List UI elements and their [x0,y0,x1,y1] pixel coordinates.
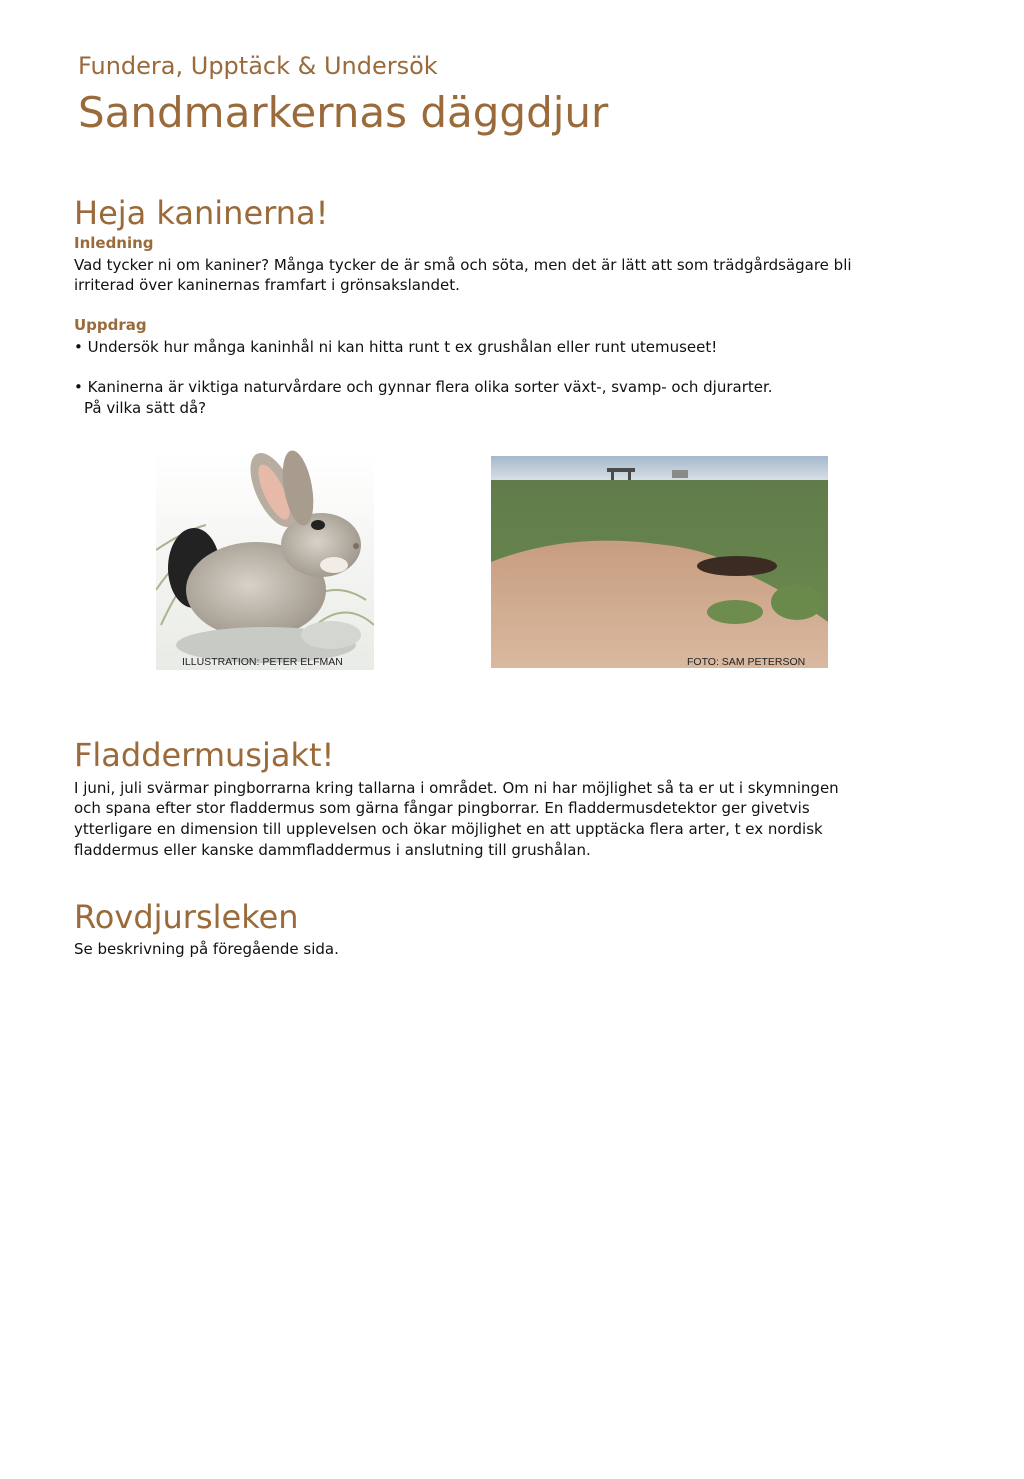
task-item-2-line-2: På vilka sätt då? [84,399,207,417]
predator-text: Se beskrivning på föregående sida. [74,940,339,958]
intro-text-line-2: irriterad över kaninernas framfart i grönsakslandet. [74,276,460,294]
page-title: Sandmarkernas däggdjur [78,88,609,137]
bats-text-line-1: I juni, juli svärmar pingborrarna kring tallarna i området. Om ni har möjlighet så ta er ut i skymningen [74,779,839,797]
intro-label: Inledning [74,234,154,252]
series-title: Fundera, Upptäck & Undersök [78,52,438,80]
bats-text-line-3: ytterligare en dimension till upplevelsen och ökar möjlighet en att upptäcka flera arter, t ex nordisk [74,820,823,838]
intro-text-line-1: Vad tycker ni om kaniner? Många tycker de är små och söta, men det är lätt att som trädgårdsägare bli [74,256,852,274]
section-heading-rabbits: Heja kaninerna! [74,194,329,232]
section-heading-bats: Fladdermusjakt! [74,736,335,774]
section-heading-predator: Rovdjursleken [74,898,299,936]
task-label: Uppdrag [74,316,147,334]
burrow-photo [487,452,832,672]
bats-text-line-4: fladdermus eller kanske dammfladdermus i anslutning till grushålan. [74,841,591,859]
illustration-credit: ILLUSTRATION: PETER ELFMAN [182,656,343,668]
task-item-1: • Undersök hur många kaninhål ni kan hitta runt t ex grushålan eller runt utemuseet! [74,338,718,356]
task-item-2-line-1: • Kaninerna är viktiga naturvårdare och gynnar flera olika sorter växt-, svamp- och djurarter. [74,378,773,396]
photo-credit: FOTO: SAM PETERSON [687,656,806,668]
rabbit-illustration [156,450,374,670]
bats-text-line-2: och spana efter stor fladdermus som gärna fångar pingborrar. En fladdermusdetektor ger givetvis [74,799,810,817]
